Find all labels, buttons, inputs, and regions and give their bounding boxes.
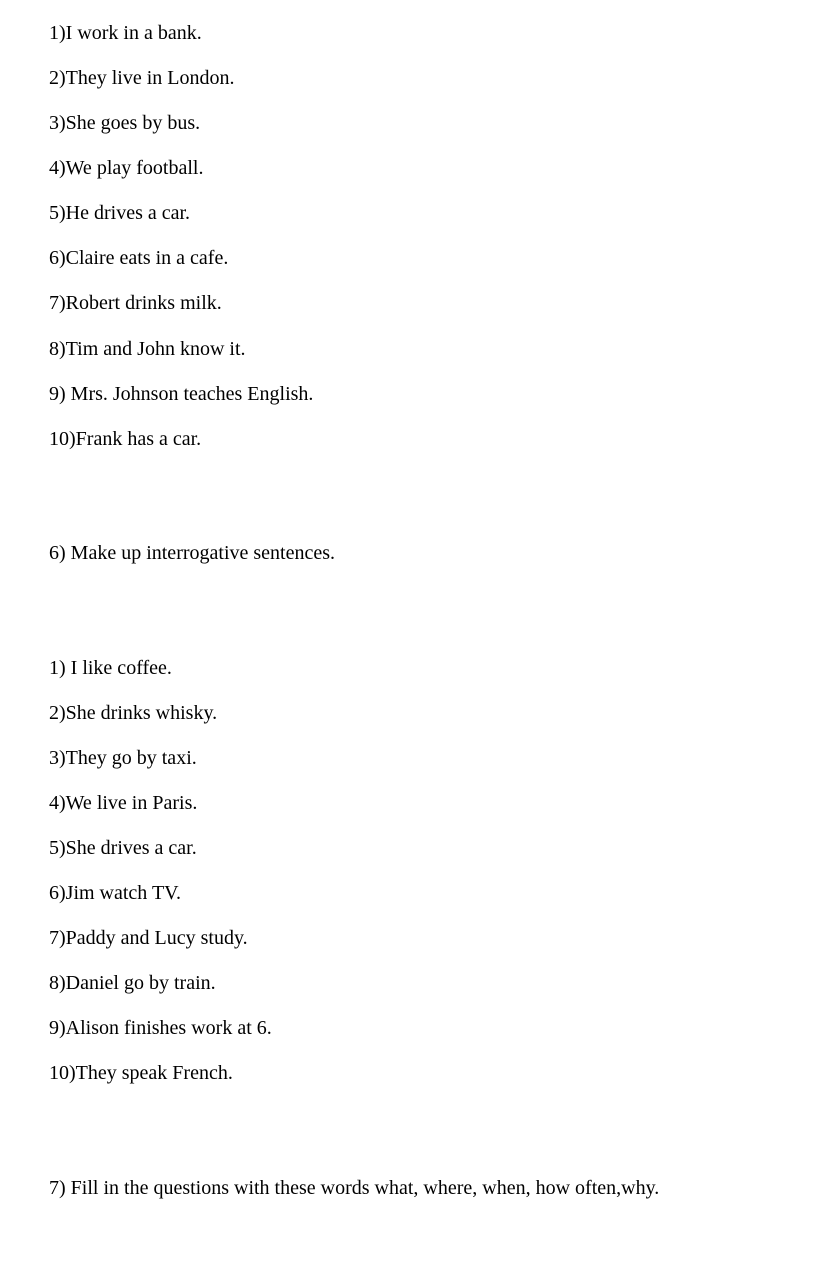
- task-7-heading: 7) Fill in the questions with these words what, where, when, how often,why.: [49, 1177, 660, 1199]
- list2-item-2: 2)She drinks whisky.: [49, 702, 218, 724]
- list2-item-1: 1) I like coffee.: [49, 657, 172, 679]
- list2-item-5: 5)She drives a car.: [49, 837, 197, 859]
- list1-item-10: 10)Frank has a car.: [49, 428, 202, 450]
- list1-item-7: 7)Robert drinks milk.: [49, 292, 222, 314]
- list1-item-2: 2)They live in London.: [49, 67, 235, 89]
- list1-item-9: 9) Mrs. Johnson teaches English.: [49, 383, 314, 405]
- list2-item-3: 3)They go by taxi.: [49, 747, 197, 769]
- list1-item-1: 1)I work in a bank.: [49, 22, 202, 44]
- list1-item-3: 3)She goes by bus.: [49, 112, 201, 134]
- list1-item-4: 4)We play football.: [49, 157, 204, 179]
- list2-item-6: 6)Jim watch TV.: [49, 882, 182, 904]
- list2-item-9: 9)Alison finishes work at 6.: [49, 1017, 272, 1039]
- list2-item-10: 10)They speak French.: [49, 1062, 233, 1084]
- list2-item-8: 8)Daniel go by train.: [49, 972, 216, 994]
- list1-item-6: 6)Claire eats in a cafe.: [49, 247, 229, 269]
- list2-item-7: 7)Paddy and Lucy study.: [49, 927, 248, 949]
- list1-item-8: 8)Tim and John know it.: [49, 338, 246, 360]
- list1-item-5: 5)He drives a car.: [49, 202, 191, 224]
- task-6-heading: 6) Make up interrogative sentences.: [49, 542, 336, 564]
- list2-item-4: 4)We live in Paris.: [49, 792, 198, 814]
